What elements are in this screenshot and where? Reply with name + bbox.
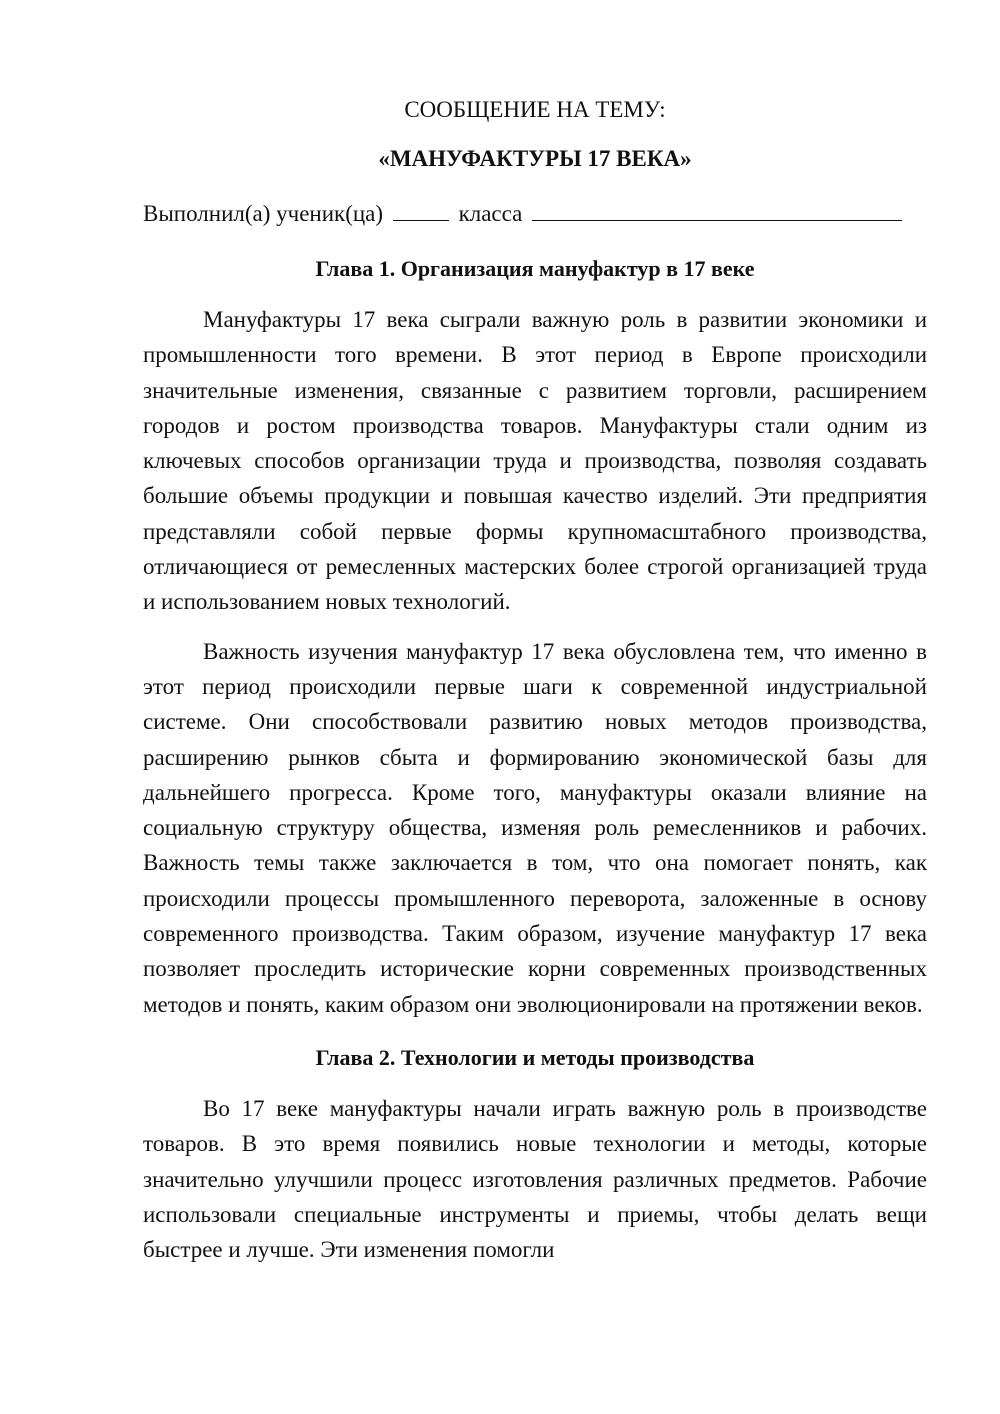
chapter2-heading: Глава 2. Технологии и методы производства xyxy=(315,1044,755,1070)
chapter2-paragraph-1: Во 17 веке мануфактуры начали играть важную роль в производстве товаров. В это время появились новые технологии и методы, которые значительно улучшили процесс изготовления различных предметов. Рабочие использовали специальные инструменты и приемы, чтобы делать вещи быстрее и лучше. Эти изменения помогли xyxy=(143,1095,927,1263)
author-class-label: класса xyxy=(458,201,523,226)
student-name-blank xyxy=(532,198,902,221)
chapter1-paragraph-2: Важность изучения мануфактур 17 века обусловлена тем, что именно в этот период происходили первые шаги к современной индустриальной системе. Они способствовали развитию новых методов производства, расширению рынков сбыта и формированию экономической базы для дальнейшего прогресса. Кроме того, мануфактуры оказали влияние на социальную структуру общества, изменяя роль ремесленников и рабочих. Важность темы также заключается в том, что она помогает понять, как происходили процессы промышленного переворота, заложенные в основу современного производства. Таким образом, изучение мануфактур 17 века позволяет проследить исторические корни современных производственных методов и понять, каким образом они эволюционировали на протяжении веков. xyxy=(143,638,927,1017)
document-page xyxy=(143,92,927,1267)
document-title-topic: «МАНУФАКТУРЫ 17 ВЕКА» xyxy=(378,146,692,171)
document-title-line1: СООБЩЕНИЕ НА ТЕМУ: xyxy=(404,97,666,122)
chapter1-heading: Глава 1. Организация мануфактур в 17 веке xyxy=(315,256,755,281)
class-number-blank xyxy=(393,198,449,221)
chapter1-paragraph-1: Мануфактуры 17 века сыграли важную роль в развитии экономики и промышленности того времени. В этот период в Европе происходили значительные изменения, связанные с развитием торговли, расширением городов и ростом производства товаров. Мануфактуры стали одним из ключевых способов организации труда и производства, позволяя создавать большие объемы продукции и повышая качество изделий. Эти предприятия представляли собой первые формы крупномасштабного производства, отличающиеся от ремесленных мастерских более строгой организацией труда и использованием новых технологий. xyxy=(143,307,927,615)
author-prefix: Выполнил(а) ученик(ца) xyxy=(143,201,384,226)
author-line xyxy=(143,196,927,231)
